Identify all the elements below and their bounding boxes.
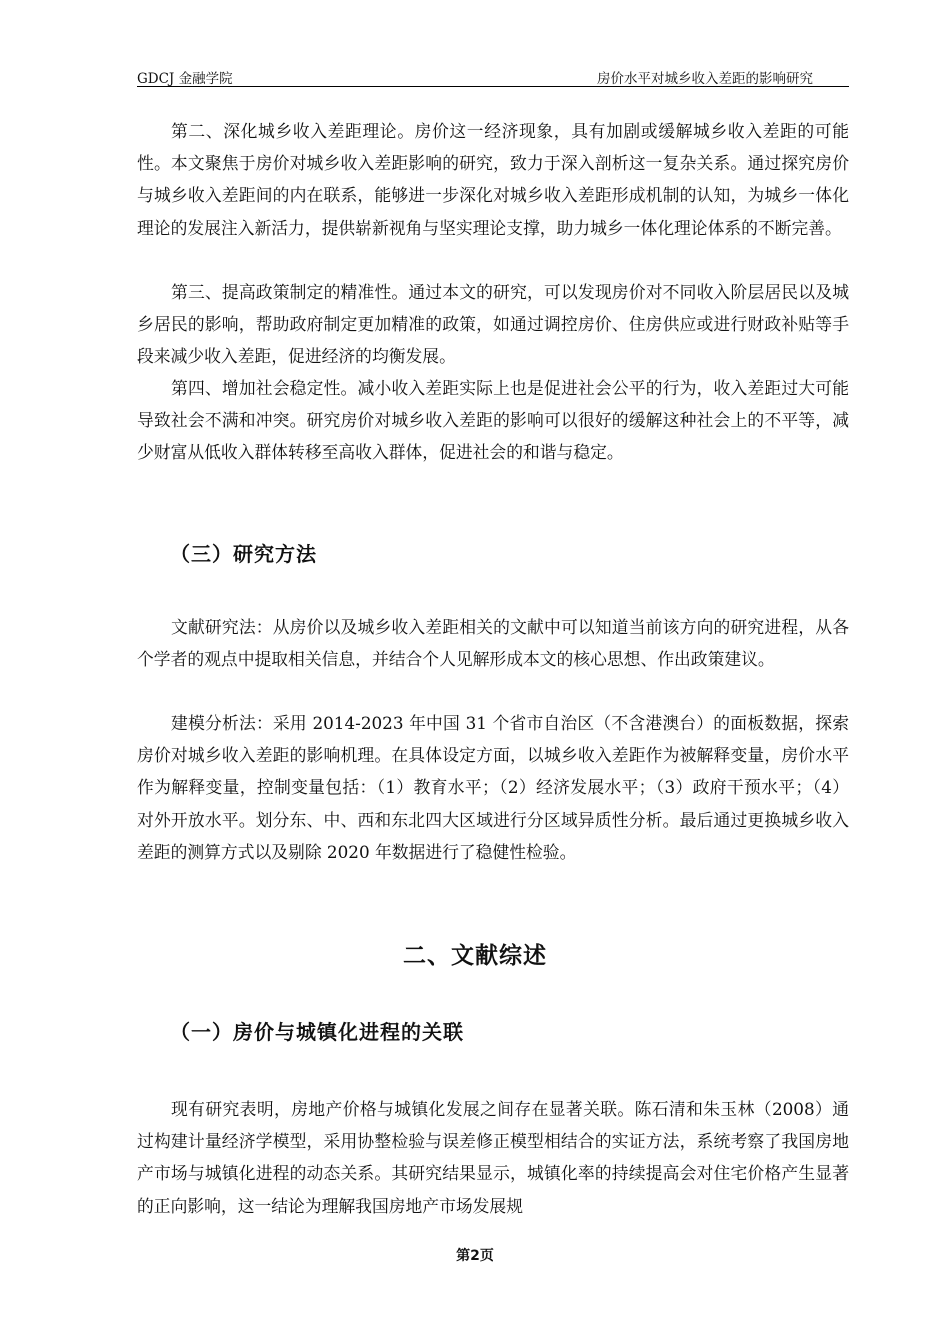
paragraph-literature-method: 文献研究法：从房价以及城乡收入差距相关的文献中可以知道当前该方向的研究进程，从各个学者的观点中提取相关信息，并结合个人见解形成本文的核心思想、作出政策建议。 xyxy=(137,617,849,670)
paragraph-second-point: 第二、深化城乡收入差距理论。房价这一经济现象，具有加剧或缓解城乡收入差距的可能性。本文聚焦于房价对城乡收入差距影响的研究，致力于深入剖析这一复杂关系。通过探究房价与城乡收入差距间的内在联系，能够进一步深化对城乡收入差距形成机制的认知，为城乡一体化理论的发展注入新活力，提供崭新视角与坚实理论支撑，助力城乡一体化理论体系的不断完善。 xyxy=(137,121,849,238)
chapter-heading-literature-review: 二、文献综述 xyxy=(403,943,547,969)
paragraph-fourth-point: 第四、增加社会稳定性。减小收入差距实际上也是促进社会公平的行为，收入差距过大可能导致社会不满和冲突。研究房价对城乡收入差距的影响可以很好的缓解这种社会上的不平等，减少财富从低收入群体转移至高收入群体，促进社会的和谐与稳定。 xyxy=(137,378,849,463)
header-institution: GDCJ 金融学院 xyxy=(137,71,233,87)
paragraph-existing-research: 现有研究表明，房地产价格与城镇化发展之间存在显著关联。陈石清和朱玉林（2008）通过构建计量经济学模型，采用协整检验与误差修正模型相结合的实证方法，系统考察了我国房地产市场与城镇化进程的动态关系。其研究结果显示，城镇化率的持续提高会对住宅价格产生显著的正向影响，这一结论为理解我国房地产市场发展规 xyxy=(137,1099,849,1216)
page-header xyxy=(137,64,849,87)
header-thesis-title: 房价水平对城乡收入差距的影响研究 xyxy=(597,71,813,87)
heading-housing-urbanization: （一）房价与城镇化进程的关联 xyxy=(170,1020,464,1044)
heading-research-methods: （三）研究方法 xyxy=(170,542,317,566)
page-number: 第2页 xyxy=(456,1248,494,1264)
paragraph-third-point: 第三、提高政策制定的精准性。通过本文的研究，可以发现房价对不同收入阶层居民以及城乡居民的影响，帮助政府制定更加精准的政策，如通过调控房价、住房供应或进行财政补贴等手段来减少收入差距，促进经济的均衡发展。 xyxy=(137,282,849,367)
paragraph-modeling-method: 建模分析法：采用 2014-2023 年中国 31 个省市自治区（不含港澳台）的面板数据，探索房价对城乡收入差距的影响机理。在具体设定方面，以城乡收入差距作为被解释变量，房价水平作为解释变量，控制变量包括：（1）教育水平；（2）经济发展水平；（3）政府干预水平；（4）对外开放水平。划分东、中、西和东北四大区域进行分区域异质性分析。最后通过更换城乡收入差距的测算方式以及剔除 2020 年数据进行了稳健性检验。 xyxy=(137,713,849,862)
